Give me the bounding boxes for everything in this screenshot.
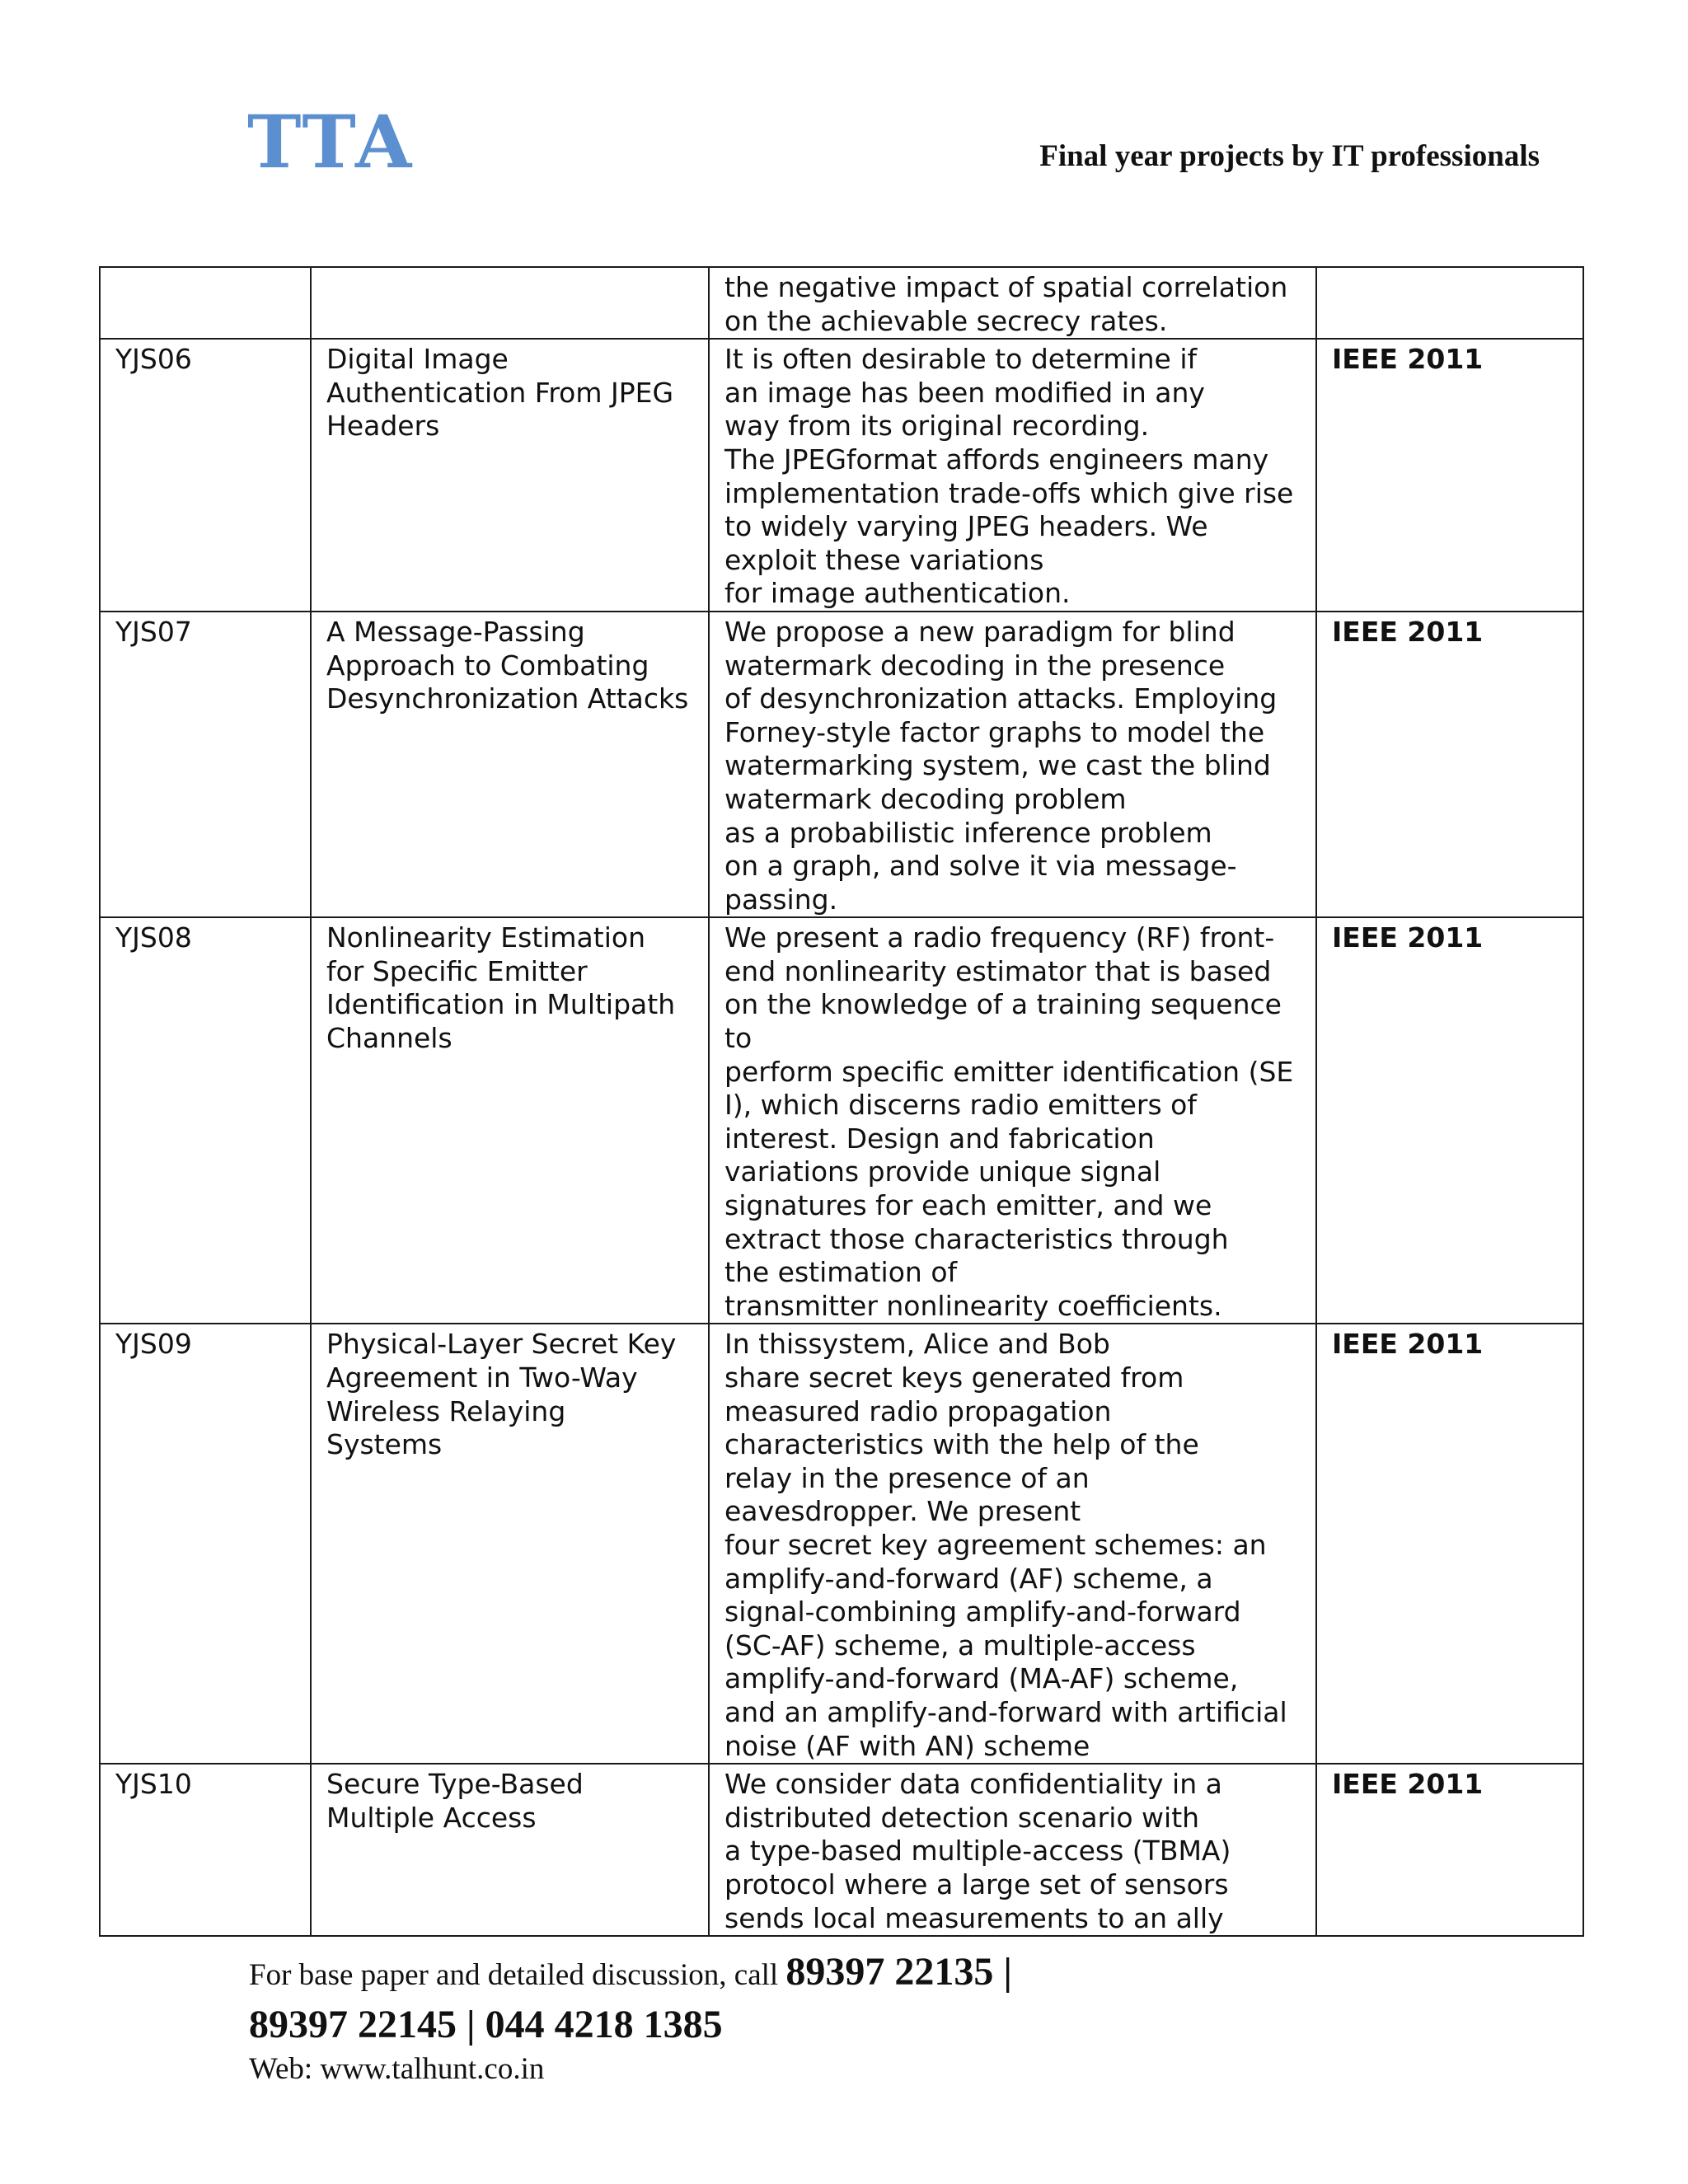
title-line: Channels: [326, 1022, 452, 1055]
title-line: Multiple Access: [326, 1801, 537, 1834]
abstract-line: distributed detection scenario with: [724, 1801, 1200, 1834]
abstract-line: variations provide unique signal: [724, 1155, 1161, 1188]
abstract-line: watermarking system, we cast the blind: [724, 749, 1271, 782]
abstract-line: an image has been modified in any: [724, 376, 1205, 409]
abstract-line: four secret key agreement schemes: an: [724, 1528, 1267, 1561]
abstract-line: relay in the presence of an: [724, 1461, 1090, 1494]
abstract-line: We propose a new paradigm for blind: [724, 615, 1236, 648]
project-year: IEEE 2011: [1316, 1324, 1583, 1764]
title-line: Nonlinearity Estimation: [326, 921, 645, 954]
footer-phone-1: 89397 22135 |: [785, 1950, 1012, 1994]
abstract-line: amplify-and-forward (AF) scheme, a: [724, 1562, 1213, 1595]
abstract-line: the estimation of: [724, 1256, 958, 1289]
footer-web: Web: www.talhunt.co.in: [249, 2052, 545, 2086]
abstract-line: signal-combining amplify-and-forward: [724, 1596, 1241, 1629]
table-row: [100, 1764, 1583, 1936]
footer-phone-2: 89397 22145 | 044 4218 1385: [249, 2003, 723, 2046]
footer-intro: For base paper and detailed discussion, call: [249, 1958, 779, 1992]
abstract-line: The JPEGformat affords engineers many: [724, 443, 1269, 476]
abstract-line: share secret keys generated from: [724, 1361, 1184, 1394]
project-year: IEEE 2011: [1316, 1764, 1583, 1936]
table-row: [100, 612, 1583, 917]
title-line: Desynchronization Attacks: [326, 682, 689, 715]
table-row: [100, 267, 1583, 339]
abstract-line: to widely varying JPEG headers. We: [724, 510, 1208, 543]
abstract-line: watermark decoding in the presence: [724, 649, 1226, 682]
project-title: [311, 917, 709, 1324]
abstract-line: passing.: [724, 883, 838, 916]
title-line: Secure Type-Based: [326, 1768, 584, 1801]
abstract-line: the negative impact of spatial correlation: [724, 271, 1288, 303]
project-id: YJS09: [100, 1324, 311, 1764]
footer-contact: [249, 1947, 1012, 2090]
title-line: Wireless Relaying: [326, 1394, 566, 1427]
title-line: Identification in Multipath: [326, 988, 676, 1021]
project-title: [311, 267, 709, 339]
abstract-line: We consider data confidentiality in a: [724, 1768, 1222, 1801]
project-year: IEEE 2011: [1316, 339, 1583, 612]
projects-table: [99, 266, 1584, 1937]
project-abstract: [709, 267, 1316, 339]
project-abstract: [709, 1324, 1316, 1764]
abstract-line: sends local measurements to an ally: [724, 1901, 1224, 1934]
abstract-line: perform specific emitter identification (SE: [724, 1055, 1294, 1088]
abstract-line: for image authentication.: [724, 577, 1071, 610]
project-title: [311, 612, 709, 917]
tta-logo: TTA: [247, 99, 415, 185]
abstract-line: as a probabilistic inference problem: [724, 816, 1212, 849]
abstract-line: It is often desirable to determine if: [724, 343, 1198, 376]
abstract-line: I), which discerns radio emitters of: [724, 1089, 1197, 1122]
project-id: YJS08: [100, 917, 311, 1324]
abstract-line: way from its original recording.: [724, 410, 1150, 443]
project-title: [311, 339, 709, 612]
title-line: Authentication From JPEG: [326, 376, 674, 409]
table-row: [100, 339, 1583, 612]
title-line: for Specific Emitter: [326, 954, 588, 987]
abstract-line: signatures for each emitter, and we: [724, 1189, 1212, 1222]
abstract-line: interest. Design and fabrication: [724, 1122, 1155, 1155]
abstract-line: a type-based multiple-access (TBMA): [724, 1835, 1231, 1868]
abstract-line: exploit these variations: [724, 543, 1044, 576]
abstract-line: on the knowledge of a training sequence: [724, 988, 1282, 1021]
abstract-line: We present a radio frequency (RF) front-: [724, 921, 1275, 954]
abstract-line: (SC-AF) scheme, a multiple-access: [724, 1629, 1196, 1661]
abstract-line: implementation trade-offs which give rise: [724, 476, 1294, 509]
project-abstract: [709, 612, 1316, 917]
title-line: Systems: [326, 1428, 443, 1461]
abstract-line: watermark decoding problem: [724, 782, 1127, 815]
project-id: YJS10: [100, 1764, 311, 1936]
title-line: Agreement in Two-Way: [326, 1361, 638, 1394]
abstract-line: transmitter nonlinearity coefficients.: [724, 1289, 1222, 1322]
title-line: Approach to Combating: [326, 649, 649, 682]
abstract-line: on the achievable secrecy rates.: [724, 304, 1168, 337]
project-abstract: [709, 339, 1316, 612]
project-id: [100, 267, 311, 339]
abstract-line: In thissystem, Alice and Bob: [724, 1328, 1110, 1361]
project-id: YJS07: [100, 612, 311, 917]
project-year: IEEE 2011: [1316, 917, 1583, 1324]
abstract-line: eavesdropper. We present: [724, 1495, 1081, 1528]
project-year: IEEE 2011: [1316, 612, 1583, 917]
title-line: Headers: [326, 410, 440, 443]
abstract-line: of desynchronization attacks. Employing: [724, 682, 1278, 715]
abstract-line: noise (AF with AN) scheme: [724, 1729, 1090, 1762]
abstract-line: extract those characteristics through: [724, 1222, 1229, 1255]
abstract-line: Forney-style factor graphs to model the: [724, 715, 1265, 748]
title-line: A Message-Passing: [326, 615, 585, 648]
project-abstract: [709, 917, 1316, 1324]
title-line: Digital Image: [326, 343, 509, 376]
table-row: [100, 917, 1583, 1324]
project-year: [1316, 267, 1583, 339]
abstract-line: end nonlinearity estimator that is based: [724, 954, 1272, 987]
project-abstract: [709, 1764, 1316, 1936]
abstract-line: protocol where a large set of sensors: [724, 1868, 1229, 1900]
abstract-line: measured radio propagation: [724, 1394, 1112, 1427]
abstract-line: and an amplify-and-forward with artificial: [724, 1695, 1287, 1728]
abstract-line: on a graph, and solve it via message-: [724, 850, 1237, 883]
project-id: YJS06: [100, 339, 311, 612]
table-row: [100, 1324, 1583, 1764]
header-tagline: Final year projects by IT professionals: [1039, 139, 1540, 173]
abstract-line: to: [724, 1022, 753, 1055]
title-line: Physical-Layer Secret Key: [326, 1328, 677, 1361]
project-title: [311, 1324, 709, 1764]
project-title: [311, 1764, 709, 1936]
abstract-line: amplify-and-forward (MA-AF) scheme,: [724, 1662, 1239, 1695]
abstract-line: characteristics with the help of the: [724, 1428, 1199, 1461]
